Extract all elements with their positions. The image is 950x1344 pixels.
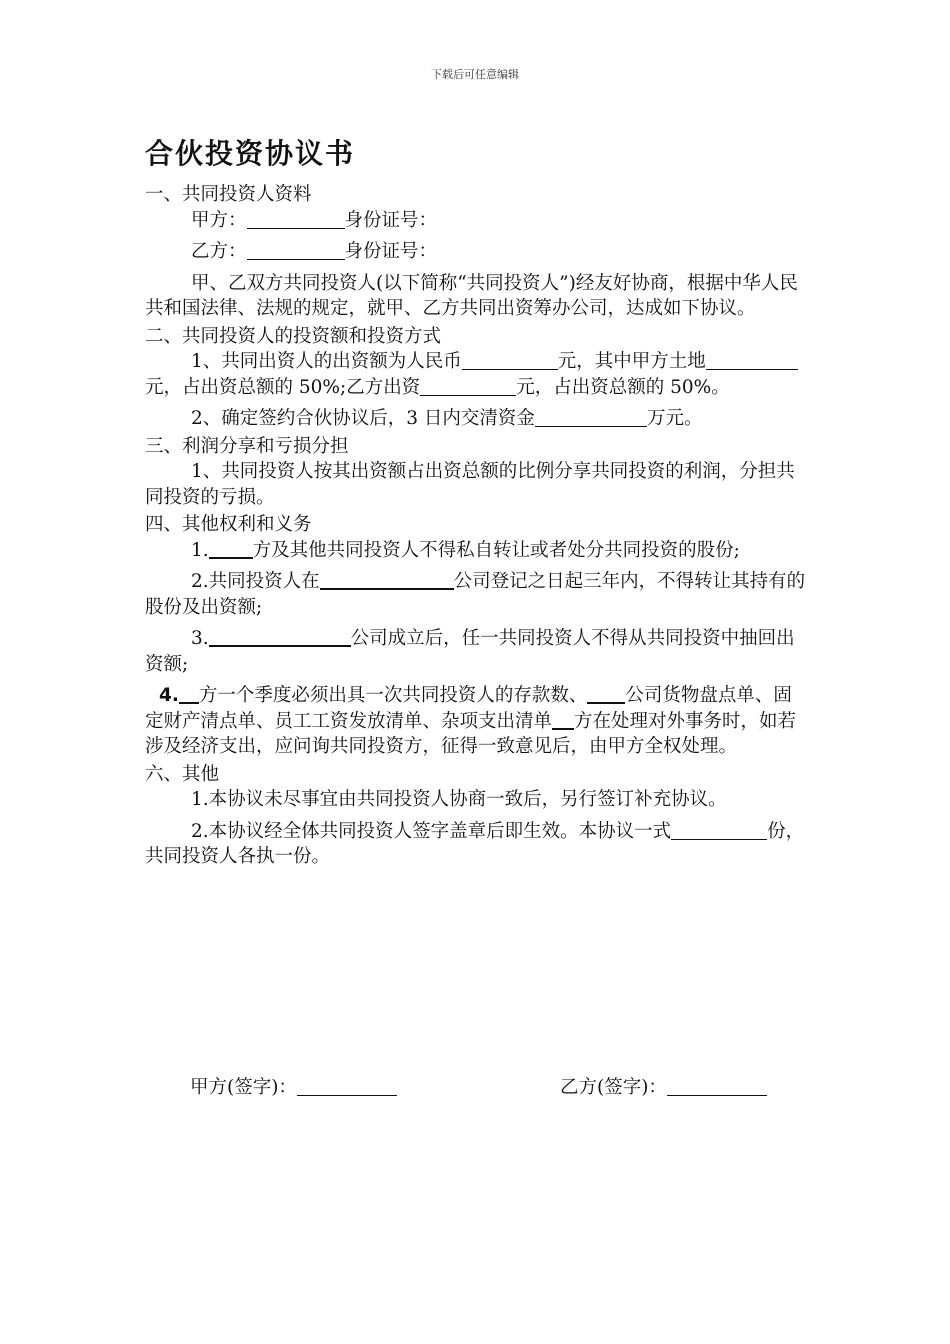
clause-text: 方一个季度必须出具一次共同投资人的存款数、 xyxy=(198,685,588,706)
party-blank[interactable] xyxy=(587,684,625,704)
profit-clause-1: 1、共同投资人按其出资额占出资总额的比例分享共同投资的利润，分担共同投资的亏损。 xyxy=(145,461,795,508)
total-capital-blank[interactable] xyxy=(462,351,558,370)
clause-text: 2.本协议经全体共同投资人签字盖章后即生效。本协议一式 xyxy=(191,820,672,842)
section-6-heading: 六、其他 xyxy=(145,763,220,785)
clause-text: 万元。 xyxy=(646,408,703,429)
party-a-signature-line[interactable] xyxy=(297,1077,397,1096)
clause-number: 3. xyxy=(191,628,209,649)
party-b-signature-label: 乙方(签字)： xyxy=(560,1077,667,1098)
rights-clause-3 xyxy=(145,626,809,677)
clause-text: 元，占出资总额的 50%;乙方出资 xyxy=(145,376,421,398)
clause-number: 4. xyxy=(159,685,179,706)
party-a-label: 甲方： xyxy=(191,209,247,231)
party-blank[interactable] xyxy=(179,684,199,704)
clause-number: 1. xyxy=(191,539,209,561)
rights-clause-1 xyxy=(145,538,809,564)
party-a-signature-label: 甲方(签字)： xyxy=(190,1077,297,1098)
party-blank[interactable] xyxy=(209,539,253,559)
intro-paragraph: 甲、乙双方共同投资人(以下简称“共同投资人”)经友好协商，根据中华人民共和国法律、法规的规定，就甲、乙方共同出资筹办公司，达成如下协议。 xyxy=(145,272,798,319)
clause-text: 方在处理对外事务时，如若涉及经济支出，应问询共同投资方，征得一致意见后，由甲方全权处理。 xyxy=(145,710,797,757)
party-a-name-blank[interactable] xyxy=(247,210,345,229)
funds-amount-blank[interactable] xyxy=(535,408,647,427)
clause-text: 方及其他共同投资人不得私自转让或者处分共同投资的股份; xyxy=(252,539,740,561)
document-body xyxy=(145,180,809,870)
other-clause-1: 1.本协议未尽事宜由共同投资人协商一致后，另行签订补充协议。 xyxy=(191,789,727,810)
copies-blank-continued[interactable] xyxy=(705,821,767,840)
party-b-label: 乙方： xyxy=(191,241,247,262)
clause-text: 公司成立后，任一共同投资人不得从共同投资中抽回出资额; xyxy=(145,628,795,675)
clause-text: 元，占出资总额的 50%。 xyxy=(516,376,730,398)
company-name-blank[interactable] xyxy=(320,570,454,590)
section-2-heading: 二、共同投资人的投资额和投资方式 xyxy=(145,325,442,347)
party-b-capital-blank[interactable] xyxy=(420,377,516,396)
party-a-land-blank[interactable] xyxy=(706,351,798,370)
document-title: 合伙投资协议书 xyxy=(145,137,356,170)
party-a-line xyxy=(145,208,809,234)
party-blank[interactable] xyxy=(552,710,574,730)
rights-clause-2 xyxy=(145,569,809,620)
copies-blank[interactable] xyxy=(671,821,705,840)
party-a-signature xyxy=(190,1075,397,1100)
clause-text: 2、确定签约合伙协议后，3 日内交清资金 xyxy=(191,408,535,429)
investment-clause-2 xyxy=(145,406,809,432)
clause-text: 份，共同投资人各执一份。 xyxy=(145,820,805,867)
company-name-blank[interactable] xyxy=(209,627,351,647)
clause-text: 1、共同出资人的出资额为人民币 xyxy=(191,351,462,372)
clause-text: 公司货物盘点单、固定财产清点单、员工工资发放清单、杂项支出清单 xyxy=(145,685,792,732)
party-b-line xyxy=(145,239,809,265)
party-b-name-blank[interactable] xyxy=(247,241,345,260)
other-clause-2 xyxy=(145,819,809,870)
party-a-id-label: 身份证号： xyxy=(344,209,438,231)
clause-text: 公司登记之日起三年内，不得转让其持有的股份及出资额; xyxy=(145,571,806,618)
clause-text: 元，其中甲方土地 xyxy=(557,351,706,372)
party-b-signature-line[interactable] xyxy=(667,1077,767,1096)
party-b-id-label: 身份证号： xyxy=(344,241,438,262)
header-note: 下载后可任意编辑 xyxy=(431,68,519,81)
investment-clause-1 xyxy=(145,349,809,400)
party-b-signature xyxy=(560,1075,767,1100)
section-4-heading: 四、其他权利和义务 xyxy=(145,514,312,535)
section-1-heading: 一、共同投资人资料 xyxy=(145,184,312,205)
rights-clause-4 xyxy=(145,683,809,760)
section-3-heading: 三、利润分享和亏损分担 xyxy=(145,435,349,457)
clause-text: 2.共同投资人在 xyxy=(191,571,320,592)
